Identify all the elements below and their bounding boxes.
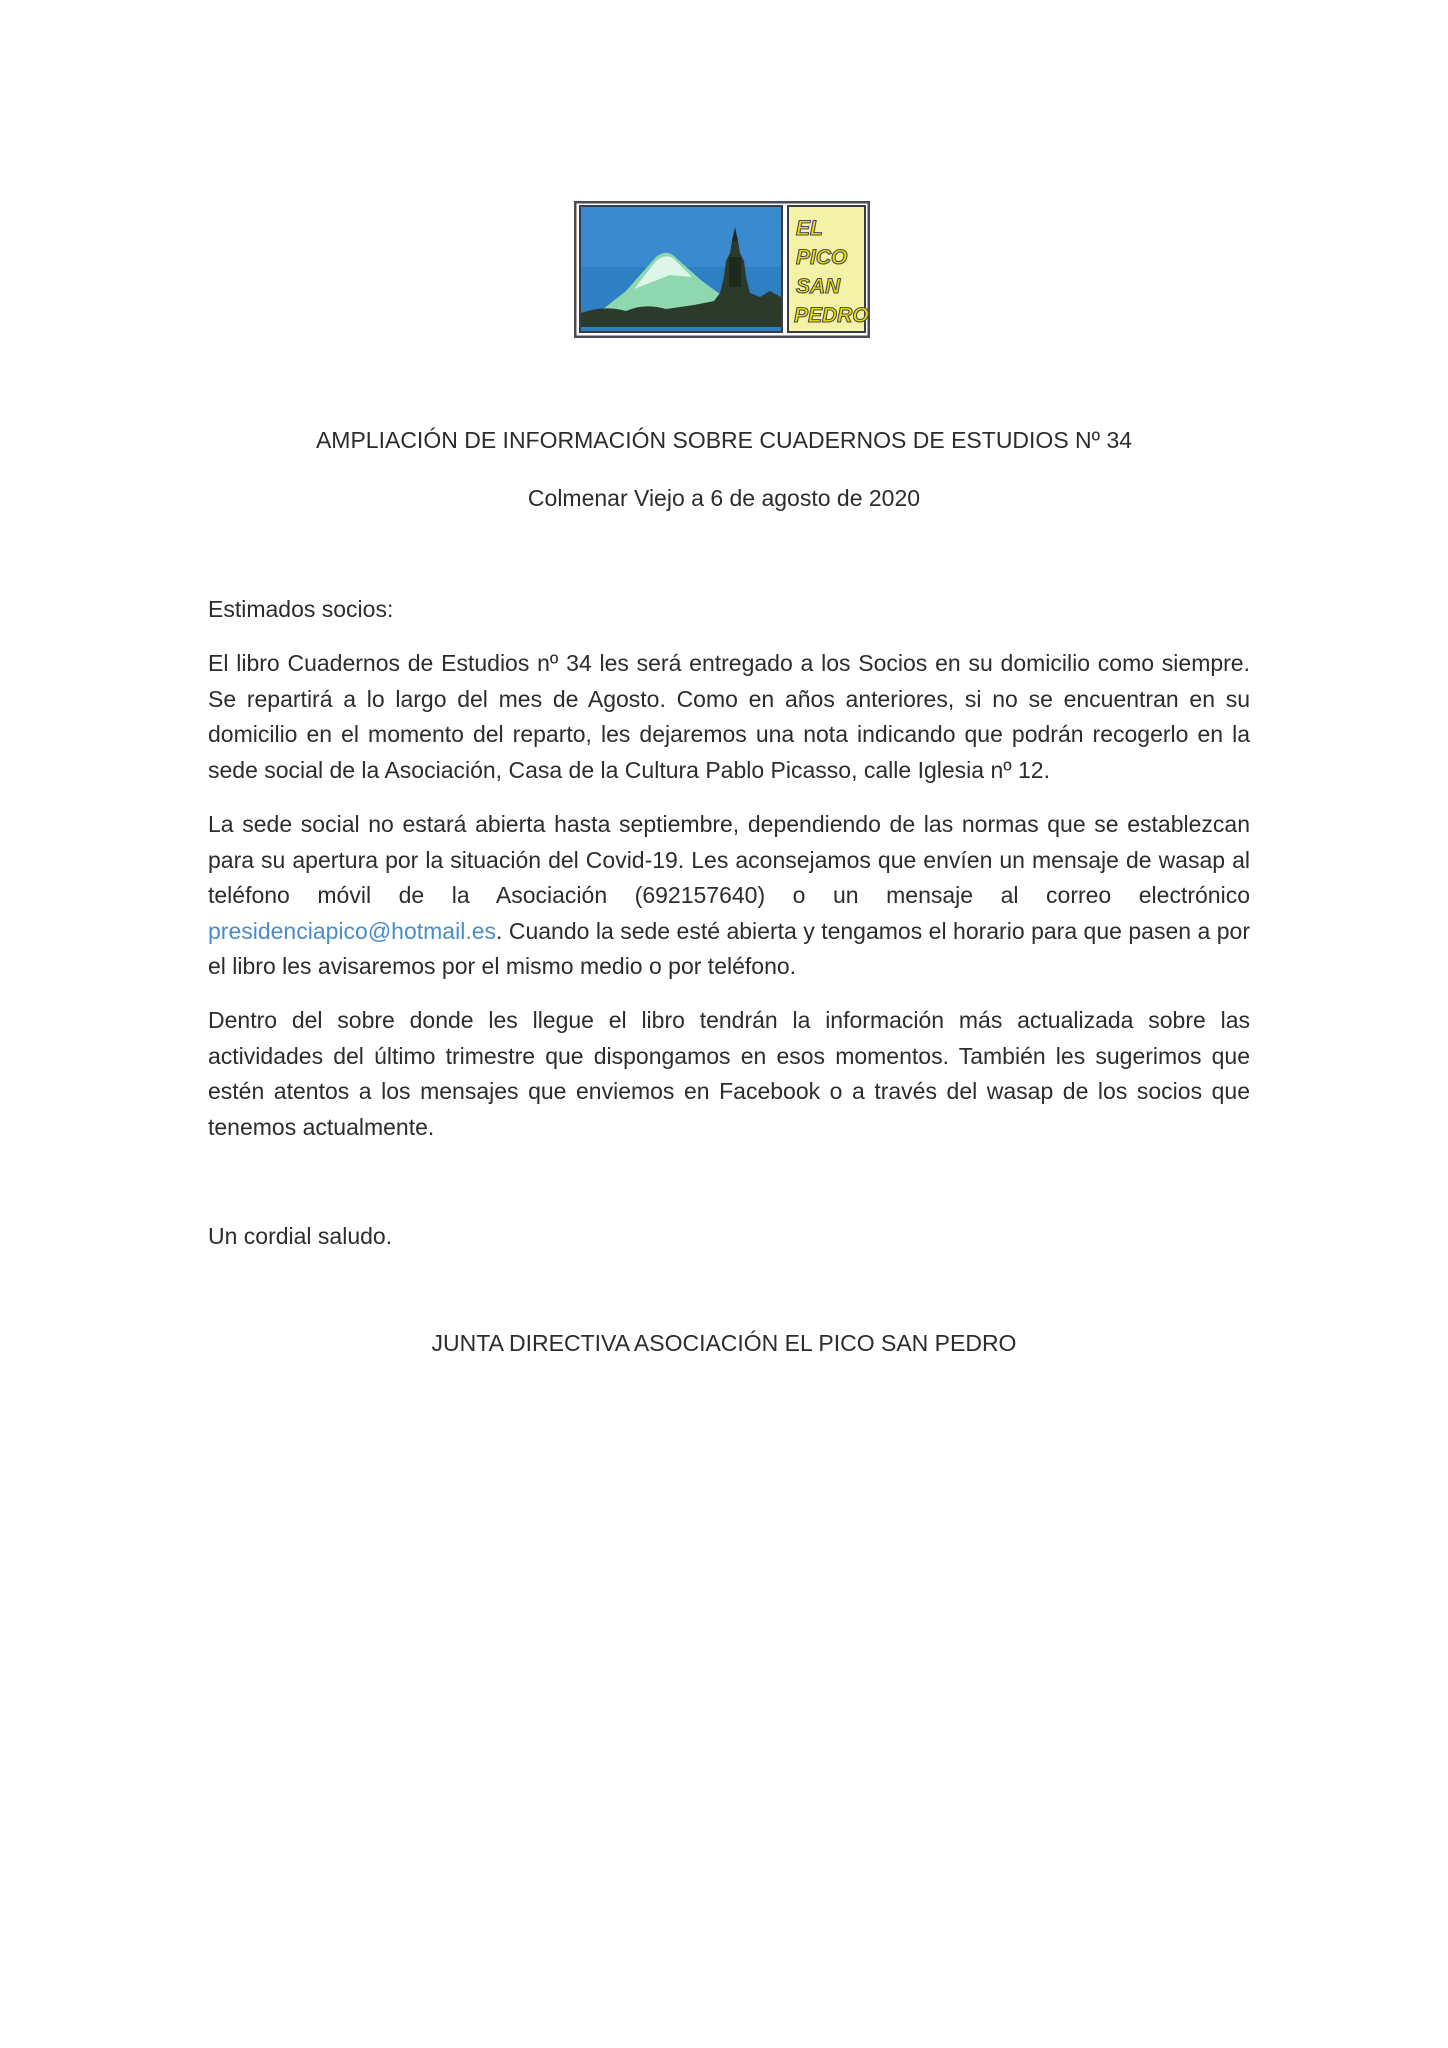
greeting <box>208 592 1250 628</box>
place-and-date: Colmenar Viejo a 6 de agosto de 2020 <box>527 485 921 511</box>
paragraph-envelope <box>208 1003 1250 1145</box>
greeting-text: Estimados socios: <box>208 596 394 622</box>
paragraph-office-text-start: La sede social no estará abierta hasta septiembre, dependiendo de las normas que se establezcan para su apertura por la situación del Covid-19. Les aconsejamos que envíen un mensaje de wasap al teléfono móvil de la Asociación (692157640) o un mensaje al correo electrónico <box>208 811 1250 908</box>
contact-email-link[interactable]: presidenciapico@hotmail.es <box>208 917 496 944</box>
paragraph-envelope-text: Dentro del sobre donde les llegue el libro tendrán la información más actualizada sobre las actividades del último trimestre que dispongamos en esos momentos. También les sugerimos que estén atentos a los mensajes que enviemos en Facebook o a través del wasap de los socios que tenemos actualmente. <box>208 1007 1250 1140</box>
paragraph-office-text-end: . Cuando la sede esté abierta y tengamos el horario para que pasen a por el libro les avisaremos por el mismo medio o por teléfono. <box>208 917 1250 979</box>
closing <box>208 1219 1250 1255</box>
paragraph-delivery <box>208 646 1250 788</box>
association-logo <box>574 201 870 338</box>
paragraph-office <box>208 807 1250 985</box>
paragraph-office-text <box>208 807 1250 985</box>
logo-text-line-1: EL <box>796 217 823 240</box>
closing-text: Un cordial saludo. <box>208 1223 393 1249</box>
signature: JUNTA DIRECTIVA ASOCIACIÓN EL PICO SAN PEDRO <box>431 1330 1017 1356</box>
logo-text-line-4: PEDRO <box>794 304 869 327</box>
paragraph-delivery-text: El libro Cuadernos de Estudios nº 34 les será entregado a los Socios en su domicilio como siempre. Se repartirá a lo largo del mes de Agosto. Como en años anteriores, si no se encuentran en su domicilio en el momento del reparto, les dejaremos una nota indicando que podrán recogerlo en la sede social de la Asociación, Casa de la Cultura Pablo Picasso, calle Iglesia nº 12. <box>208 650 1250 783</box>
logo-text-line-2: PICO <box>796 246 848 269</box>
pico-san-pedro-logo-image <box>574 201 870 338</box>
logo-text-line-3: SAN <box>796 275 841 298</box>
document-title: AMPLIACIÓN DE INFORMACIÓN SOBRE CUADERNOS DE ESTUDIOS Nº 34 <box>315 427 1133 453</box>
